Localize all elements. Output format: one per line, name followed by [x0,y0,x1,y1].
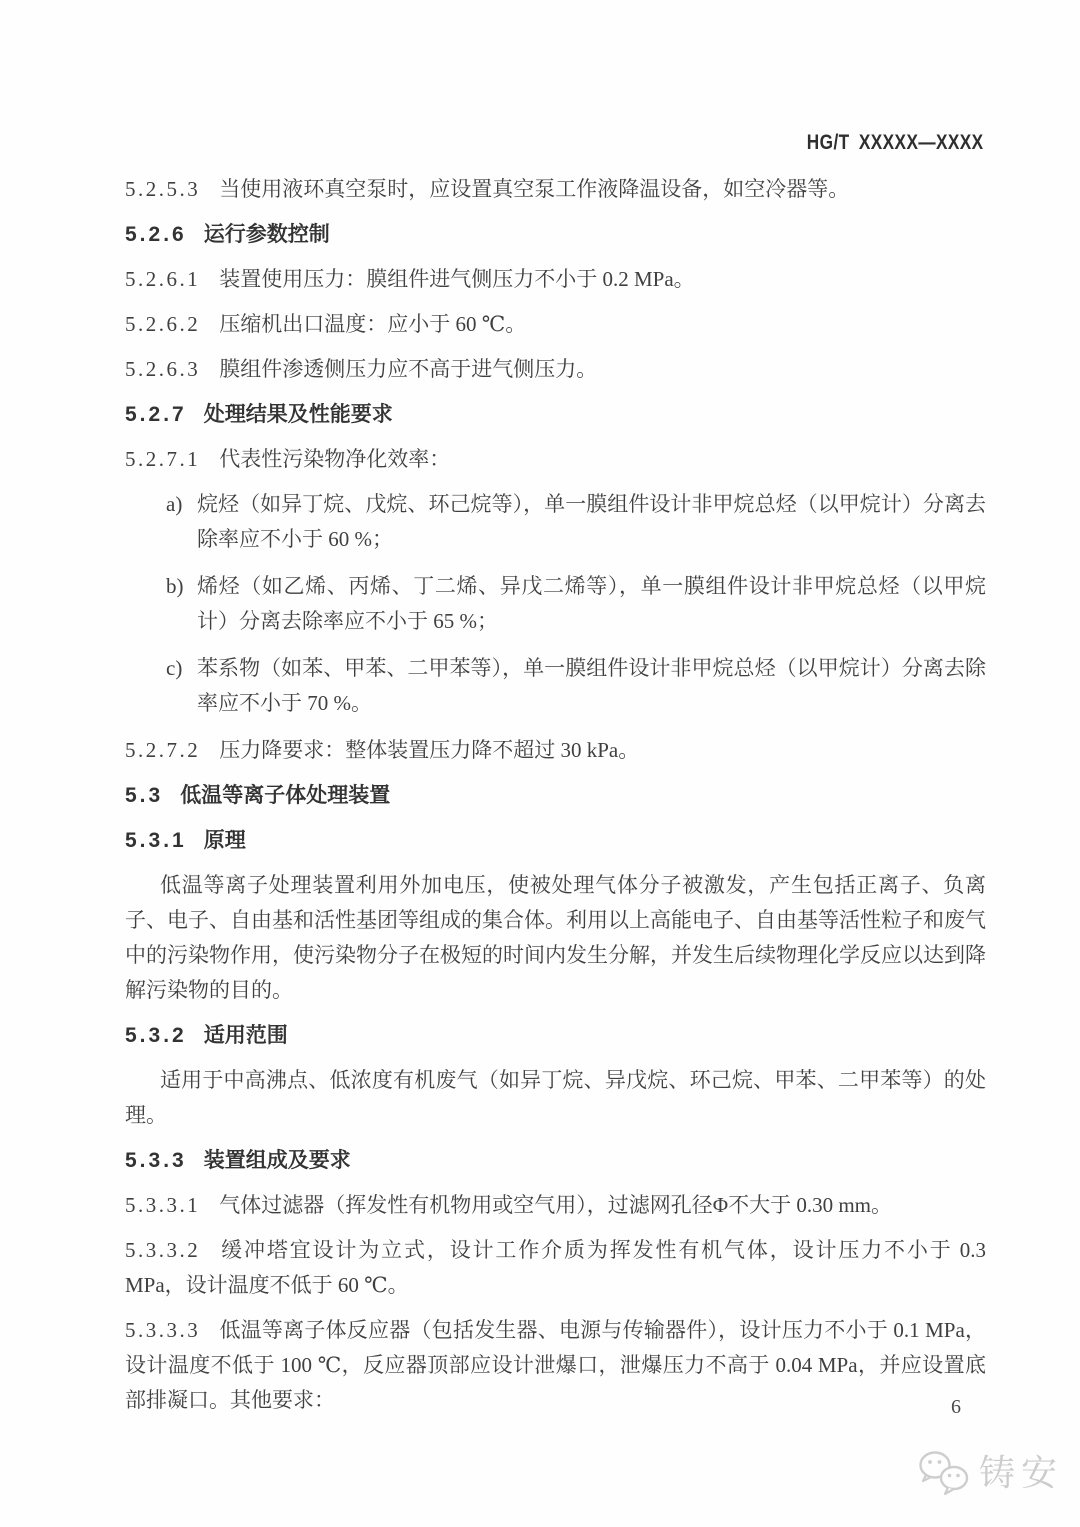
list-item [125,651,986,721]
clause-paragraph [125,172,986,207]
clause-text: 代表性污染物净化效率： [219,447,451,471]
list-item-text: 烯烃（如乙烯、丙烯、丁二烯、异戊二烯等），单一膜组件设计非甲烷总烃（以甲烷计）分离去除率应不小于 65 %； [197,574,986,633]
list-item [125,487,986,557]
page-number: 6 [951,1396,961,1418]
clause-text: 压缩机出口温度：应小于 60 ℃。 [219,312,527,336]
heading-text: 装置组成及要求 [203,1149,351,1172]
clause-number: 5.2.7.2 [125,738,201,762]
clause-paragraph [125,733,986,768]
list-marker: a) [166,492,183,516]
clause-number: 5.2.7.1 [125,447,201,471]
list-item-text: 苯系物（如苯、甲苯、二甲苯等），单一膜组件设计非甲烷总烃（以甲烷计）分离去除率应不小于 70 %。 [197,656,986,715]
section-heading [125,1018,986,1053]
heading-number: 5.3.3 [125,1149,187,1172]
heading-number: 5.3.1 [125,829,187,852]
clause-text: 膜组件渗透侧压力应不高于进气侧压力。 [219,357,598,381]
wechat-chat-bubbles-icon [918,1449,972,1497]
section-heading [125,823,986,858]
body-paragraph [125,868,986,1008]
list-item [125,569,986,639]
clause-paragraph [125,1233,986,1303]
clause-number: 5.3.3.2 [125,1238,201,1262]
clause-number: 5.3.3.1 [125,1193,201,1217]
list-marker: c) [166,656,183,680]
clause-number: 5.2.6.3 [125,357,201,381]
heading-text: 处理结果及性能要求 [203,403,393,426]
clause-text: 气体过滤器（挥发性有机物用或空气用），过滤网孔径Φ不大于 0.30 mm。 [219,1193,893,1217]
clause-text: 装置使用压力：膜组件进气侧压力不小于 0.2 MPa。 [219,267,695,291]
list-marker: b) [166,574,184,598]
clause-paragraph [125,442,986,477]
paragraph-text: 低温等离子处理装置利用外加电压，使被处理气体分子被激发，产生包括正离子、负离子、电子、自由基和活性基团等组成的集合体。利用以上高能电子、自由基等活性粒子和废气中的污染物作用，使污染物分子在极短的时间内发生分解，并发生后续物理化学反应以达到降解污染物的目的。 [125,873,986,1002]
clause-number: 5.2.6.1 [125,267,201,291]
clause-text: 缓冲塔宜设计为立式，设计工作介质为挥发性有机气体，设计压力不小于 0.3 MPa，设计温度不低于 60 ℃。 [125,1238,986,1297]
clause-paragraph [125,1188,986,1223]
heading-number: 5.2.7 [125,403,187,426]
clause-text: 压力降要求：整体装置压力降不超过 30 kPa。 [219,738,640,762]
clause-paragraph [125,307,986,342]
clause-paragraph [125,352,986,387]
section-heading [125,397,986,432]
list-item-text: 烷烃（如异丁烷、戊烷、环己烷等），单一膜组件设计非甲烷总烃（以甲烷计）分离去除率应不小于 60 %； [197,492,986,551]
section-heading [125,217,986,252]
clause-text: 低温等离子体反应器（包括发生器、电源与传输器件），设计压力不小于 0.1 MPa，设计温度不低于 100 ℃，反应器顶部应设计泄爆口，泄爆压力不高于 0.04 MPa，并应设置底部排凝口。其他要求： [125,1318,986,1412]
heading-number: 5.3.2 [125,1024,187,1047]
body-paragraph [125,1063,986,1133]
heading-text: 低温等离子体处理装置 [180,784,391,807]
heading-text: 适用范围 [203,1024,288,1047]
heading-number: 5.2.6 [125,223,187,246]
watermark-text: 铸安 [978,1452,1063,1493]
clause-number: 5.3.3.3 [125,1318,201,1342]
clause-number: 5.2.6.2 [125,312,201,336]
clause-text: 当使用液环真空泵时，应设置真空泵工作液降温设备，如空冷器等。 [219,177,850,201]
heading-number: 5.3 [125,784,164,807]
clause-paragraph [125,1313,986,1418]
section-heading [125,1143,986,1178]
watermark [918,1449,1063,1497]
paragraph-text: 适用于中高沸点、低浓度有机废气（如异丁烷、异戊烷、环己烷、甲苯、二甲苯等）的处理。 [125,1068,986,1127]
heading-text: 原理 [203,829,246,852]
standard-code-header: HG/T XXXXX—XXXX [807,131,984,154]
section-heading [125,778,986,813]
clause-number: 5.2.5.3 [125,177,201,201]
heading-text: 运行参数控制 [203,223,330,246]
document-body [125,172,986,1428]
clause-paragraph [125,262,986,297]
